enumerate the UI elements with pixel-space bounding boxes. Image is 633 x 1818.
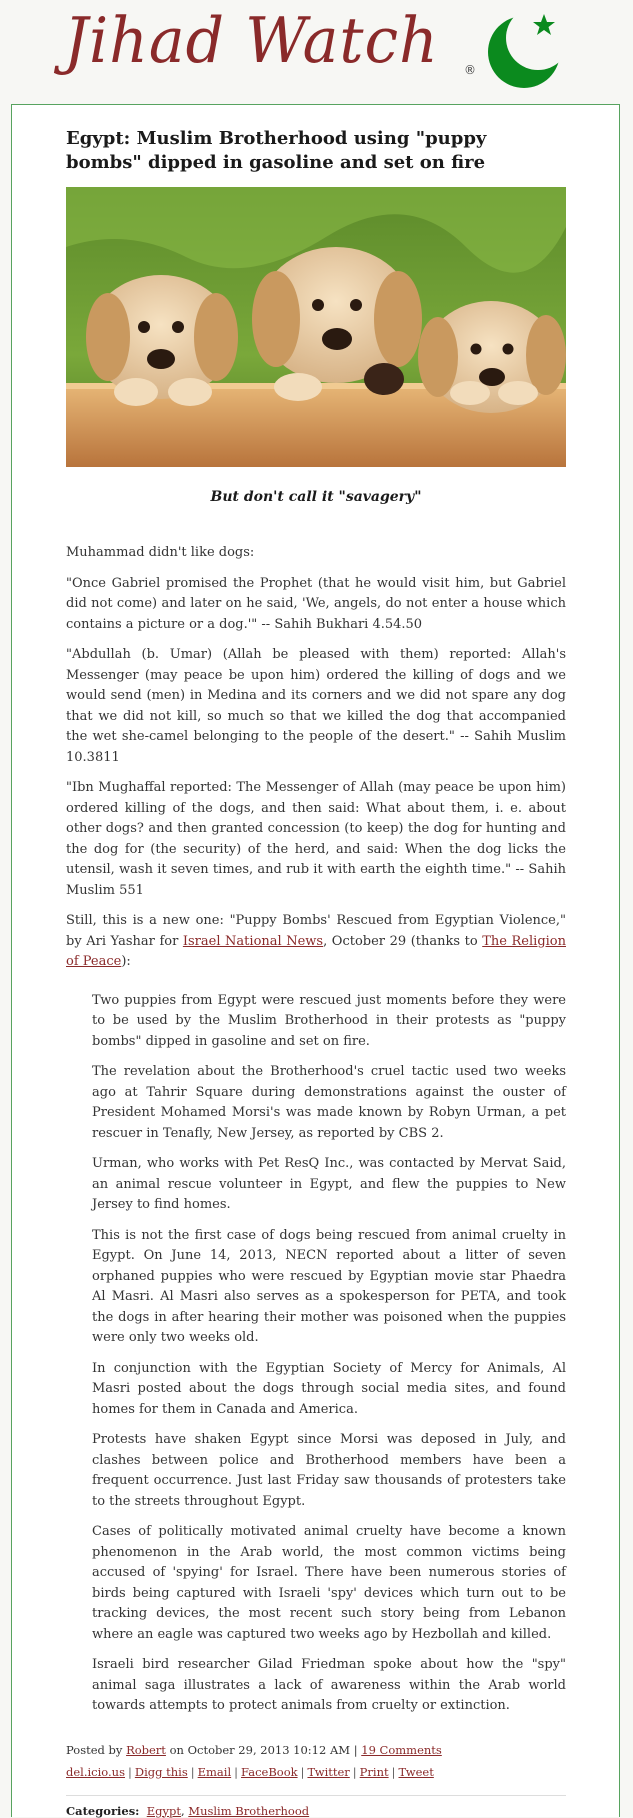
delicious-link[interactable]: del.icio.us	[66, 1764, 125, 1779]
digg-link[interactable]: Digg this	[134, 1764, 188, 1779]
meta-divider	[66, 1795, 566, 1796]
email-link[interactable]: Email	[197, 1764, 232, 1779]
share-links: del.icio.us | Digg this | Email | FaceBook | Twitter | Print | Tweet	[66, 1764, 434, 1779]
quote-paragraph: Protests have shaken Egypt since Morsi was deposed in July, and clashes between police and Brotherhood members have been a frequent occurrence. Just last Friday saw thousands of protesters take to the streets throughout Egypt.	[92, 1432, 566, 1509]
posted-by-label: Posted by	[66, 1742, 127, 1757]
quote-paragraph: Israeli bird researcher Gilad Friedman spoke about how the "spy" animal saga illustrates a lack of awareness within the Arab world towards attempts to protect animals from cruelty or extinction.	[92, 1657, 566, 1713]
quote-paragraph: Urman, who works with Pet ResQ Inc., was contacted by Mervat Said, an animal rescue volunteer in Egypt, and flew the puppies to New Jersey to find homes.	[92, 1156, 566, 1212]
author-link[interactable]: Robert	[126, 1742, 166, 1757]
registered-mark: ®	[464, 63, 476, 77]
hadith-quote-2: "Abdullah (b. Umar) (Allah be pleased with them) reported: Allah's Messenger (may peace be upon him) ordered the killing of dogs and we would send (men) in Medina and its corners and we did not spare any dog that we did not kill, so much so that we killed the dog that accompanied the wet she-camel belonging to the people of the desert." -- Sahih Muslim 10.3811	[66, 647, 566, 765]
site-logo-text[interactable]: Jihad Watch	[64, 4, 439, 78]
quote-paragraph: In conjunction with the Egyptian Society of Mercy for Animals, Al Masri posted about the dogs through social media sites, and found homes for them in Canada and America.	[92, 1360, 566, 1417]
article-blockquote	[92, 991, 566, 1717]
intro-paragraph: Muhammad didn't like dogs:	[66, 545, 255, 560]
source-text-3: ):	[121, 954, 131, 969]
post-date: on October 29, 2013 10:12 AM |	[165, 1742, 362, 1757]
facebook-link[interactable]: FaceBook	[241, 1764, 298, 1779]
post-categories: Categories: Egypt, Muslim Brotherhood	[66, 1803, 310, 1818]
post-meta	[66, 1739, 566, 1783]
quote-paragraph: Cases of politically motivated animal cruelty have become a known phenomenon in the Arab world, the most common victims being accused of 'spying' for Israel. There have been numerous stories of birds being captured with Israeli 'spy' devices which turn out to be tracking devices, the most recent such story being from Lebanon where an eagle was captured two weeks ago by Hezbollah and killed.	[92, 1524, 566, 1642]
source-text-1: Still, this is a new one: "Puppy Bombs' Rescued from Egyptian Violence," by Ari Yashar for	[66, 913, 566, 949]
crescent-star-icon	[486, 8, 566, 92]
content-panel	[11, 104, 620, 1817]
print-link[interactable]: Print	[359, 1764, 389, 1779]
post-body	[66, 543, 566, 1717]
masthead	[0, 0, 633, 104]
quote-paragraph: Two puppies from Egypt were rescued just moments before they were to be used by the Muslim Brotherhood in their protests as "puppy bombs" dipped in gasoline and set on fire.	[92, 992, 566, 1049]
category-muslim-brotherhood-link[interactable]: Muslim Brotherhood	[188, 1803, 310, 1818]
hadith-quote-3: "Ibn Mughaffal reported: The Messenger of Allah (may peace be upon him) ordered killing of the dogs, and then said: What about them, i. e. about other dogs? and then granted concession (to keep) the dog for hunting and the dog for (the security) of the herd, and said: When the dog licks the utensil, wash it seven times, and rub it with earth the eighth time." -- Sahih Muslim 551	[66, 780, 566, 898]
category-egypt-link[interactable]: Egypt	[146, 1803, 181, 1818]
source-paragraph	[66, 911, 566, 973]
israel-national-news-link[interactable]: Israel National News	[182, 933, 324, 949]
post-title[interactable]: Egypt: Muslim Brotherhood using "puppy bombs" dipped in gasoline and set on fire	[66, 128, 487, 173]
twitter-link[interactable]: Twitter	[307, 1764, 350, 1779]
tweet-link[interactable]: Tweet	[398, 1764, 434, 1779]
quote-paragraph: This is not the first case of dogs being rescued from animal cruelty in Egypt. On June 14, 2013, NECN reported about a litter of seven orphaned puppies who were rescued by Egyptian movie star Phaedra Al Masri. Al Masri also serves as a spokesperson for PETA, and took the dogs in after hearing their mother was poisoned when the puppies were only two weeks old.	[92, 1227, 566, 1345]
source-text-2: , October 29 (thanks to	[323, 933, 483, 949]
religion-of-peace-link[interactable]: The Religion of Peace	[66, 933, 566, 969]
post	[66, 105, 566, 1818]
post-byline	[66, 1739, 566, 1761]
image-caption: But don't call it "savagery"	[210, 489, 422, 505]
puppies-photo	[66, 187, 566, 467]
hadith-quote-1: "Once Gabriel promised the Prophet (that he would visit him, but Gabriel did not come) and later on he said, 'We, angels, do not enter a house which contains a picture or a dog.'" -- Sahih Bukhari 4.54.50	[66, 575, 566, 632]
comments-link[interactable]: 19 Comments	[361, 1742, 442, 1757]
quote-paragraph: The revelation about the Brotherhood's cruel tactic used two weeks ago at Tahrir Square during demonstrations against the ouster of President Mohamed Morsi's was made known by Robyn Urman, a pet rescuer in Tenafly, New Jersey, as reported by CBS 2.	[92, 1064, 566, 1141]
categories-label: Categories:	[66, 1803, 140, 1818]
